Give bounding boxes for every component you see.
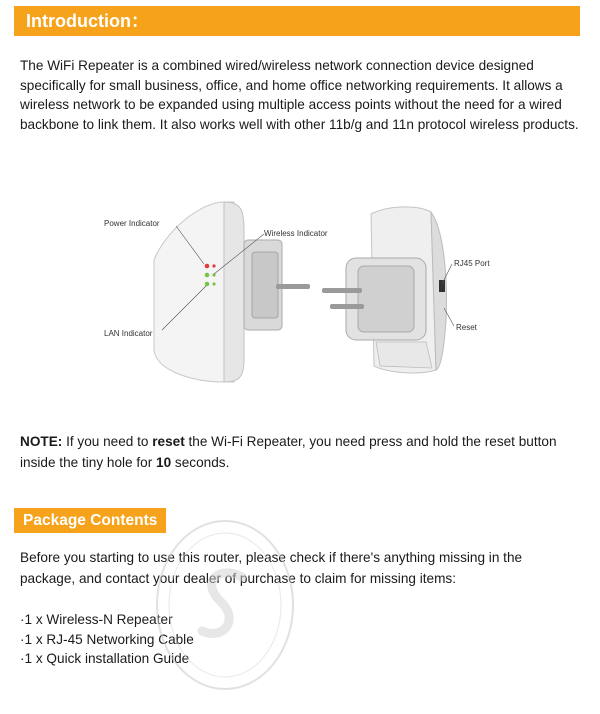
wireless-led-icon — [205, 273, 210, 278]
note-bold-reset: reset — [152, 434, 185, 449]
note-bold-seconds: 10 — [156, 455, 172, 470]
list-item: ·1 x Quick installation Guide — [20, 651, 190, 666]
lan-indicator-label: LAN Indicator — [104, 329, 153, 338]
rj45-port-label: RJ45 Port — [454, 259, 490, 268]
introduction-paragraph: The WiFi Repeater is a combined wired/wireless network connection device designed specifically for small business, office, and home office networking requirements. It allows a wireless network to be expanded using multiple access points without the need for a wired backbone to link them. It also works well with other 11b/g and 11n protocol wireless products. — [20, 58, 579, 132]
list-item: ·1 x Wireless-N Repeater — [20, 612, 173, 627]
package-intro-paragraph: Before you starting to use this router, please check if there's anything missing in the package, and contact your dealer of purchase to claim for missing items: — [20, 550, 523, 586]
package-contents-heading: Package Contents — [14, 508, 166, 533]
reset-label: Reset — [456, 323, 477, 332]
reset-note — [20, 431, 580, 473]
rj45-port-icon — [439, 280, 445, 292]
note-text-1: If you need to — [62, 434, 153, 449]
introduction-heading: Introduction： — [26, 11, 149, 31]
lan-led-icon — [205, 282, 210, 287]
repeater-figure — [96, 200, 516, 400]
repeater-back-view — [322, 207, 446, 373]
note-label: NOTE: — [20, 434, 63, 449]
list-item: ·1 x RJ-45 Networking Cable — [20, 631, 194, 647]
power-led-icon — [205, 264, 210, 269]
note-text-2: the Wi-Fi Repeater, you need press and hold the reset button inside the tiny hole for — [20, 434, 557, 470]
introduction-heading-banner — [14, 6, 580, 36]
note-text-3: seconds. — [171, 455, 230, 470]
wireless-indicator-label: Wireless Indicator — [264, 229, 328, 238]
package-items-list — [20, 610, 194, 669]
power-indicator-label: Power Indicator — [104, 219, 160, 228]
